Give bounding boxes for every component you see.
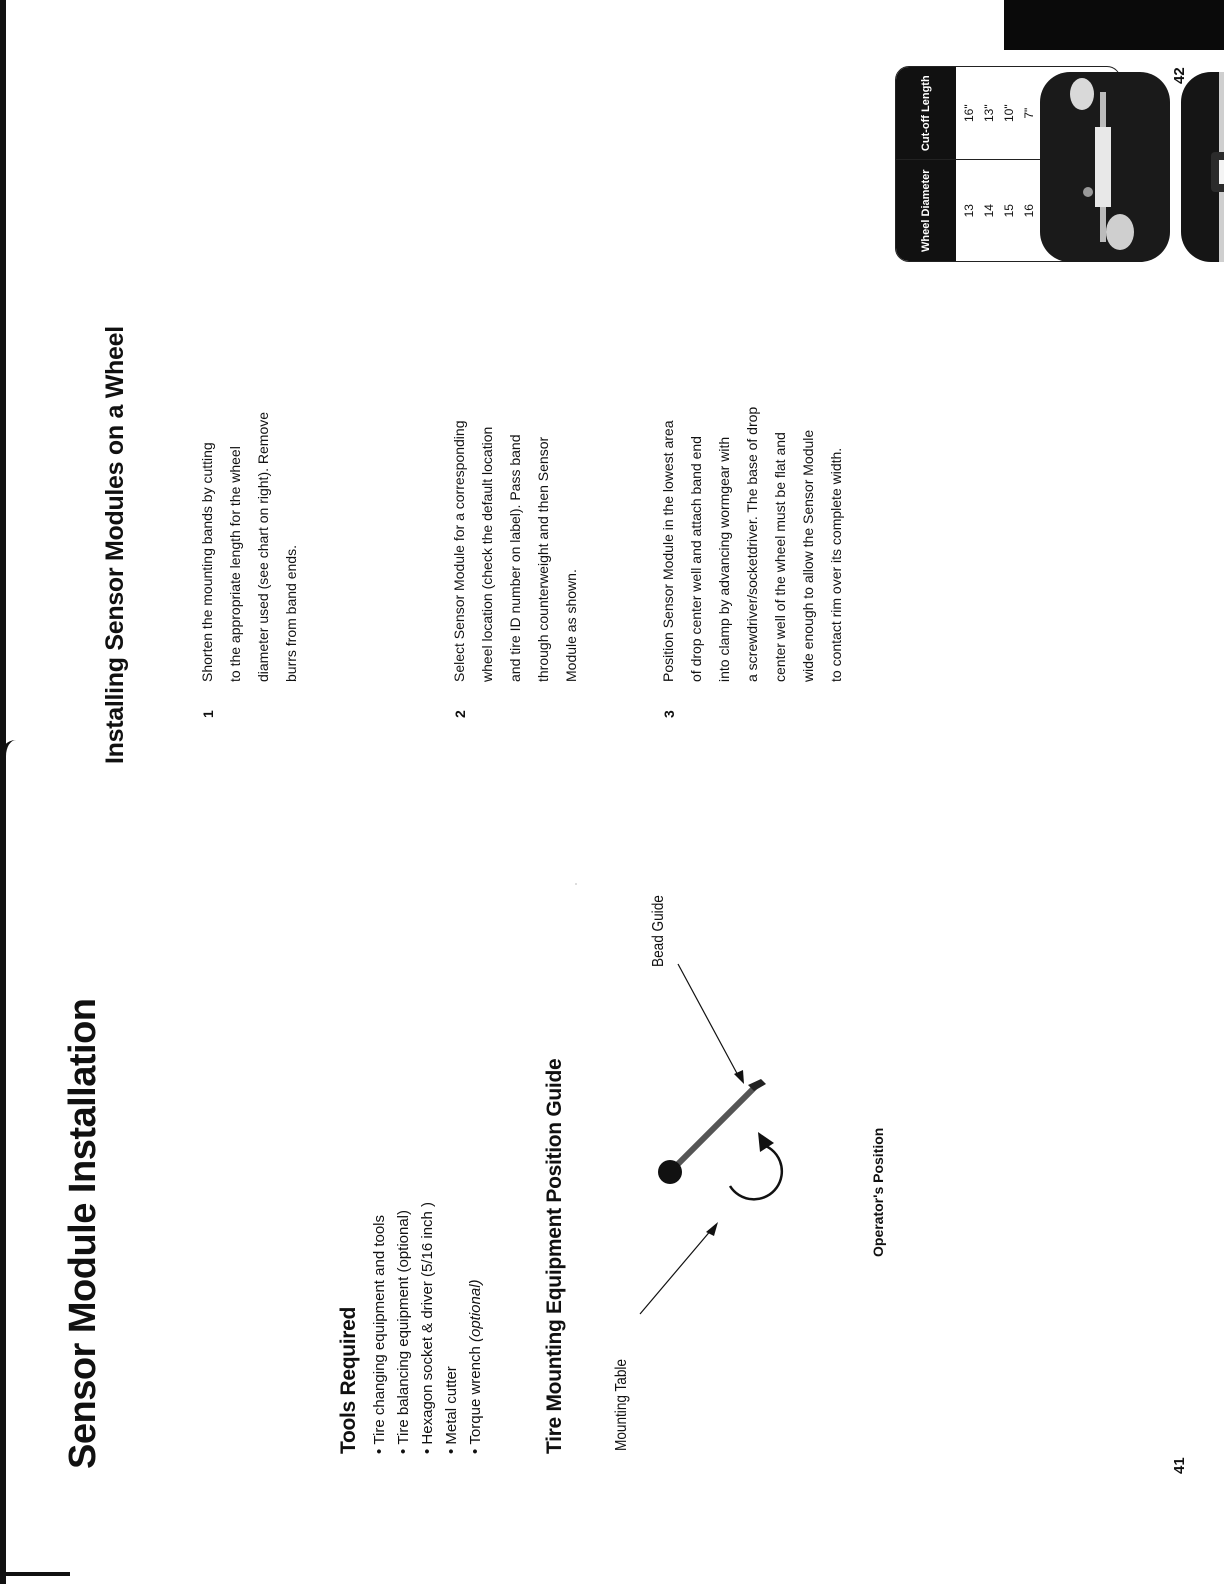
step-line: Select Sensor Module for a corresponding (451, 420, 467, 682)
table-cell: 16 (1022, 204, 1036, 218)
table-cell: 13 (962, 204, 976, 218)
step-line: wheel location (check the default location (479, 426, 495, 682)
bead-guide-arm (670, 1087, 755, 1172)
step-2-text (445, 262, 585, 682)
step-line: Module as shown. (563, 569, 579, 682)
tools-item: • Hexagon socket & driver (5/16 inch ) (416, 1202, 440, 1454)
install-heading: Installing Sensor Modules on a Wheel (101, 326, 129, 764)
mounting-band (1100, 207, 1106, 242)
counterweight (1083, 187, 1093, 197)
table-cell: 15 (1002, 204, 1016, 218)
step-line: diameter used (see chart on right). Remove (255, 411, 271, 682)
bead-guide-label: Bead Guide (650, 895, 667, 967)
page-number-left: 41 (1171, 1457, 1188, 1474)
hand (1106, 214, 1134, 250)
step-line: wide enough to allow the Sensor Module (800, 429, 816, 682)
step-line: to the appropriate length for the wheel (227, 446, 243, 682)
table-cell: 16" (962, 104, 976, 122)
table-cell: 13" (982, 104, 996, 122)
step-line: a screwdriver/socketdriver. The base of drop (744, 406, 760, 682)
bead-guide-arrowhead (734, 1070, 744, 1084)
bead-guide-pointer (678, 964, 740, 1079)
rotation-arc (730, 1144, 782, 1199)
sensor-label (1219, 160, 1224, 184)
mounting-arm-pivot (658, 1160, 682, 1184)
step-line: through counterweight and then Sensor (535, 436, 551, 682)
table-cell: 14 (982, 204, 996, 218)
tools-item: • Tire balancing equipment (optional) (392, 1202, 416, 1454)
band-threading-photo (1040, 72, 1170, 262)
mounting-table-pointer (640, 1229, 712, 1314)
table-cell: 10" (1002, 104, 1016, 122)
step-number: 2 (452, 710, 468, 718)
wheel-clamp-photo (1181, 72, 1224, 262)
step-number: 1 (200, 710, 216, 718)
mounting-table-label: Mounting Table (613, 1359, 630, 1451)
hand (1070, 78, 1094, 110)
operators-position-label: Operator's Position (870, 1127, 886, 1257)
page-title: Sensor Module Installation (62, 998, 104, 1469)
sensor-module-body (1095, 127, 1111, 207)
tools-item: • Tire changing equipment and tools (368, 1202, 392, 1454)
step-line: center well of the wheel must be flat and (772, 432, 788, 682)
torque-text: Torque wrench (467, 1342, 484, 1445)
page-number-right: 42 (1171, 67, 1188, 84)
tools-heading: Tools Required (337, 1306, 360, 1454)
torque-optional: (optional) (467, 1279, 484, 1343)
table-header-cutoff-length: Cut-off Length (896, 67, 956, 160)
step-line: into clamp by advancing wormgear with (716, 436, 732, 682)
step-line: burrs from band ends. (283, 545, 299, 682)
table-cell: 7" (1022, 107, 1036, 119)
step-line: of drop center well and attach band end (688, 436, 704, 682)
step-line: Position Sensor Module in the lowest area (660, 420, 676, 682)
step-line: to contact rim over its complete width. (828, 447, 844, 682)
tools-item: • Metal cutter (440, 1202, 464, 1454)
mounting-band (1100, 92, 1106, 127)
guide-heading: Tire Mounting Equipment Position Guide (543, 1058, 566, 1454)
step-3-text (654, 242, 850, 682)
step-number: 3 (661, 710, 677, 718)
step-1-text (193, 262, 305, 682)
step-line: Shorten the mounting bands by cutting (199, 442, 215, 682)
table-header-wheel-diameter: Wheel Diameter (896, 160, 956, 261)
step-line: and tire ID number on label). Pass band (507, 434, 523, 682)
